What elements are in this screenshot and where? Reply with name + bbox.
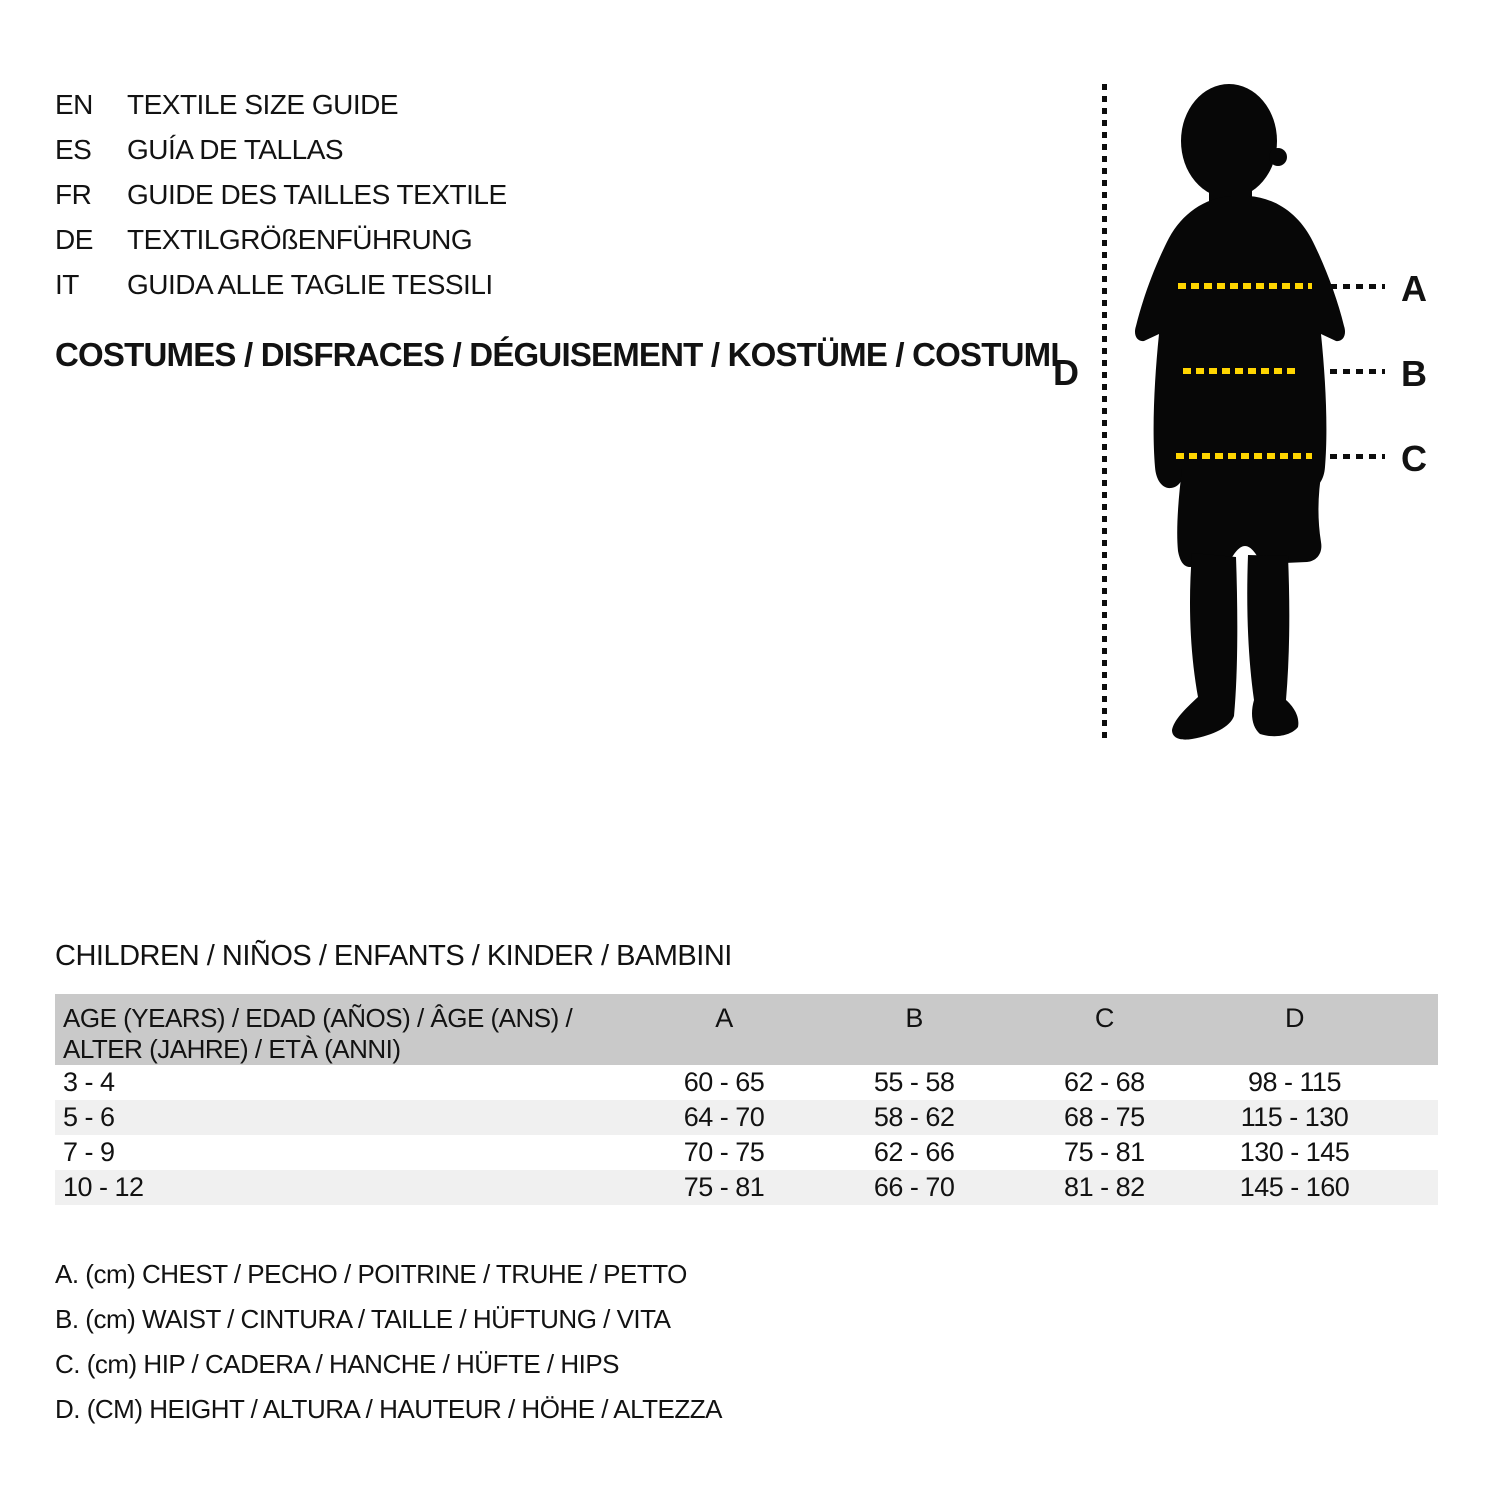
waist-measure-line-b — [1183, 368, 1297, 374]
waist-connector-line — [1330, 369, 1385, 374]
table-row — [55, 1170, 1438, 1205]
height-cell: 98 - 115 — [1247, 1067, 1342, 1097]
hip-cell: 75 - 81 — [1064, 1137, 1145, 1167]
silhouette-left-leg — [1172, 553, 1237, 740]
hip-cell: 62 - 68 — [1064, 1067, 1145, 1097]
chest-measure-line-a — [1178, 283, 1312, 289]
table-row — [55, 1065, 1438, 1100]
legend-line-height: D. (CM) HEIGHT / ALTURA / HAUTEUR / HÖHE / ALTEZZA — [55, 1394, 722, 1424]
column-header-b: B — [905, 1003, 923, 1033]
language-row-es — [55, 127, 507, 172]
size-table — [55, 994, 1438, 1205]
chest-cell: 75 - 81 — [683, 1172, 765, 1202]
silhouette-right-leg — [1247, 555, 1298, 736]
column-header-d: D — [1284, 1003, 1304, 1033]
language-code: ES — [55, 133, 92, 165]
measure-label-b: B — [1401, 353, 1427, 394]
hip-cell: 81 - 82 — [1064, 1172, 1145, 1202]
language-title: TEXTILGRÖßENFÜHRUNG — [127, 223, 473, 255]
section-title: CHILDREN / NIÑOS / ENFANTS / KINDER / BAMBINI — [55, 940, 732, 972]
height-cell: 130 - 145 — [1239, 1137, 1350, 1167]
age-column-header — [55, 1003, 629, 1065]
language-row-it — [55, 262, 507, 307]
language-title: GUÍA DE TALLAS — [127, 133, 344, 165]
hip-measure-line-c — [1176, 453, 1312, 459]
language-row-en — [55, 82, 507, 127]
age-cell: 7 - 9 — [63, 1137, 115, 1167]
age-cell: 3 - 4 — [63, 1067, 115, 1097]
table-row — [55, 1100, 1438, 1135]
hip-connector-line — [1330, 454, 1385, 459]
language-title-list — [55, 82, 507, 307]
height-cell: 145 - 160 — [1239, 1172, 1350, 1202]
silhouette-torso — [1135, 196, 1345, 488]
column-header-a: A — [715, 1003, 733, 1033]
waist-cell: 62 - 66 — [873, 1137, 955, 1167]
language-title: TEXTILE SIZE GUIDE — [127, 88, 399, 120]
legend-line-waist: B. (cm) WAIST / CINTURA / TAILLE / HÜFTUNG / VITA — [55, 1304, 671, 1334]
legend-line-hip: C. (cm) HIP / CADERA / HANCHE / HÜFTE / HIPS — [55, 1349, 620, 1379]
measure-label-c: C — [1401, 438, 1427, 479]
height-cell: 115 - 130 — [1240, 1102, 1349, 1132]
size-table-header — [55, 994, 1438, 1065]
silhouette-shorts — [1177, 469, 1322, 567]
waist-cell: 55 - 58 — [873, 1067, 955, 1097]
column-header-c: C — [1094, 1003, 1114, 1033]
language-row-de — [55, 217, 507, 262]
category-title: COSTUMES / DISFRACES / DÉGUISEMENT / KOSTÜME / COSTUMI — [55, 336, 1059, 373]
measure-label-d: D — [1053, 352, 1079, 393]
language-row-fr — [55, 172, 507, 217]
hip-cell: 68 - 75 — [1064, 1102, 1145, 1132]
age-cell: 5 - 6 — [63, 1102, 115, 1132]
child-silhouette — [1130, 83, 1375, 743]
language-title: GUIDE DES TAILLES TEXTILE — [127, 178, 507, 210]
silhouette-ear — [1269, 148, 1287, 166]
waist-cell: 66 - 70 — [873, 1172, 955, 1202]
age-header-line1: AGE (YEARS) / EDAD (AÑOS) / ÂGE (ANS) / — [63, 1003, 573, 1033]
chest-cell: 60 - 65 — [683, 1067, 765, 1097]
age-cell: 10 - 12 — [63, 1172, 144, 1202]
language-code: DE — [55, 223, 93, 255]
legend-line-chest: A. (cm) CHEST / PECHO / POITRINE / TRUHE / PETTO — [55, 1259, 687, 1289]
height-measure-line-d — [1102, 84, 1107, 740]
age-header-line2: ALTER (JAHRE) / ETÀ (ANNI) — [63, 1034, 401, 1064]
measure-label-a: A — [1401, 268, 1427, 309]
measure-legend — [55, 1252, 722, 1432]
chest-cell: 64 - 70 — [683, 1102, 765, 1132]
language-code: IT — [55, 268, 79, 300]
language-code: FR — [55, 178, 92, 210]
table-row — [55, 1135, 1438, 1170]
chest-cell: 70 - 75 — [683, 1137, 765, 1167]
language-code: EN — [55, 88, 93, 120]
waist-cell: 58 - 62 — [873, 1102, 955, 1132]
language-title: GUIDA ALLE TAGLIE TESSILI — [127, 268, 493, 300]
chest-connector-line — [1330, 284, 1385, 289]
